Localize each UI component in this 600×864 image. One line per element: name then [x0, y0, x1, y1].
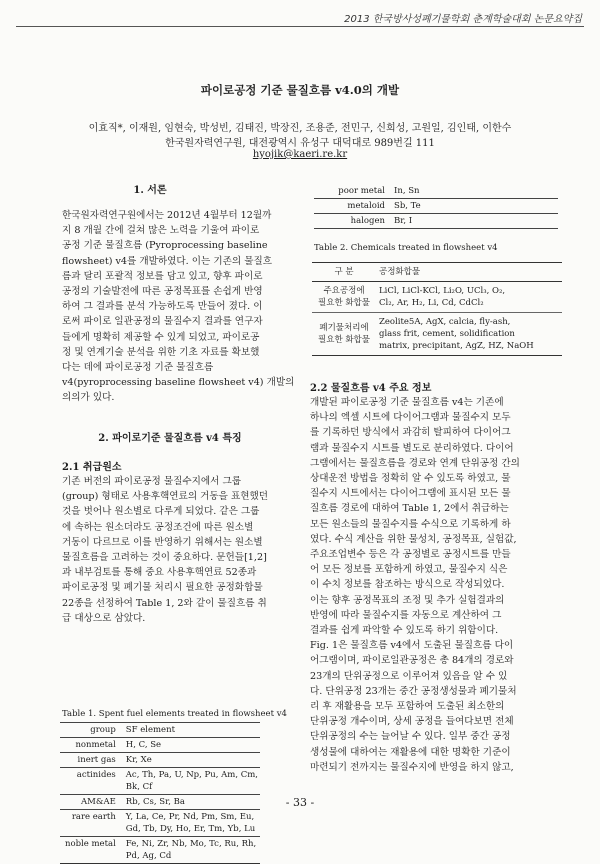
text-line: 파이로공정 및 폐기물 처리시 필요한 공정화합물	[62, 582, 263, 594]
cell-line: 폐기물처리에	[319, 323, 369, 333]
text-line: 이 수치 정보를 참조하는 방식으로 작성되었다.	[310, 579, 505, 591]
table-2	[312, 262, 562, 356]
table-cell: noble metal	[60, 837, 124, 864]
text-line: flowsheet) v4를 개발하였다. 이는 기존의 물질흐	[62, 255, 273, 267]
text-line: 주요조업변수 등은 각 공정별로 공정시트를 만들	[310, 549, 511, 561]
text-line: 물질흐름을 고려하는 것이 중요하다. 문헌들[1,2]	[62, 552, 267, 564]
table-row	[312, 282, 562, 313]
table-row	[314, 214, 558, 229]
text-line: 어그램이며, 파이로일관공정은 총 84개의 경로와	[310, 655, 514, 667]
section-2-heading: 2. 파이로기준 물질흐름 v4 특징	[98, 433, 242, 444]
table-1-continued	[314, 184, 558, 229]
table-cell: actinides	[60, 768, 124, 795]
paper-title: 파이로공정 기준 물질흐름 v4.0의 개발	[200, 83, 400, 97]
table-cell: H, C, Se	[124, 738, 260, 753]
table-cell	[124, 837, 260, 864]
table-1-header-row	[60, 723, 260, 738]
cell-line: Bk, Cf	[125, 782, 153, 792]
table-cell: inert gas	[60, 753, 124, 768]
table-cell: Kr, Xe	[124, 753, 260, 768]
table-cell	[312, 282, 376, 313]
subsection-2-1-body	[62, 474, 294, 626]
cell-line: Y, La, Ce, Pr, Nd, Pm, Sm, Eu,	[125, 812, 255, 822]
text-line: 하여 그 결과를 분석 가능하도록 만들어 졌다. 이	[62, 301, 263, 313]
affiliation: 한국원자력연구원, 대전광역시 유성구 대덕대로 989번길 111	[165, 138, 435, 149]
table-1-header-cell: SF element	[124, 723, 260, 738]
table-2-header-row	[312, 263, 562, 282]
table-cell	[124, 768, 260, 795]
text-line: 22종을 선정하여 Table 1, 2와 같이 물질흐름 취	[62, 597, 267, 609]
text-line: 어 모든 정보를 포함하게 하였고, 물질수지 식은	[310, 564, 508, 576]
text-line: 한국원자력연구원에서는 2012년 4월부터 12월까	[62, 210, 272, 221]
cell-line: matrix, precipitant, AgZ, HZ, NaOH	[379, 341, 534, 351]
section-1-body	[62, 208, 294, 406]
cell-line: Ac, Th, Pa, U, Np, Pu, Am, Cm,	[125, 770, 258, 780]
conference-header: 2013 한국방사성폐기물학회 춘계학술대회 논문요약집	[344, 14, 582, 25]
table-row	[314, 199, 558, 214]
table-cell	[376, 282, 562, 313]
text-line: 들에게 명확히 제공할 수 있게 되었고, 파이로공	[62, 331, 260, 343]
text-line: 리 후 재활용을 모두 포함하여 도출된 최소한의	[310, 701, 505, 713]
table-cell	[124, 810, 260, 837]
text-line: 상대운전 방법을 정확히 알 수 있도록 하였고, 물	[310, 473, 511, 485]
table-row	[60, 768, 260, 795]
subsection-2-1-heading: 2.1 취급원소	[62, 462, 122, 473]
table-cell: rare earth	[60, 810, 124, 837]
table-row	[314, 184, 558, 199]
subsection-2-2-heading: 2.2 물질흐름 v4 주요 정보	[310, 383, 432, 394]
text-line: 거동이 다르므로 이를 반영하기 위해서는 원소별	[62, 536, 263, 548]
text-line: 마련되기 전까지는 물질수지에 반영을 하지 않고,	[310, 761, 514, 773]
text-line: 를 기록하던 방식에서 과감히 탈피하여 다이어그	[310, 427, 511, 439]
text-line: 생성물에 대하여는 재활용에 대한 명확한 기준이	[310, 746, 511, 758]
table-cell	[376, 313, 562, 356]
table-cell: Sb, Te	[391, 199, 558, 214]
table-1	[60, 722, 260, 864]
text-line: 질흐름 경로에 대하여 Table 1, 2에서 취급하는	[310, 503, 509, 515]
text-line: 다. 단위공정 23개는 중간 공정생성물과 폐기물처	[310, 685, 517, 697]
table-2-caption: Table 2. Chemicals treated in flowsheet v4	[314, 243, 498, 253]
cell-line: Zeolite5A, AgX, calcia, fly-ash,	[379, 317, 511, 327]
cell-line: 주요공정에	[323, 286, 365, 296]
text-line: 다는 데에 파이로공정 기준 물질흐름	[62, 362, 214, 374]
cell-line: Fe, Ni, Zr, Nb, Mo, Tc, Ru, Rh,	[125, 839, 257, 849]
text-line: 모든 원소들의 물질수지를 수식으로 기록하게 하	[310, 518, 511, 530]
subsection-2-2-body	[310, 395, 542, 775]
page-number: - 33 -	[285, 796, 315, 809]
table-cell: In, Sn	[391, 184, 558, 199]
header-rule	[16, 26, 584, 27]
table-cell: Br, I	[391, 214, 558, 229]
text-line: 23개의 단위공정으로 이루어져 있음을 알 수 있	[310, 670, 508, 682]
text-line: Fig. 1은 물질흐름 v4에서 도출된 물질흐름 다이	[310, 640, 514, 652]
cell-line: LiCl, LiCl-KCl, Li₂O, UCl₃, O₂,	[379, 286, 506, 296]
text-line: 질수지 시트에서는 다이어그램에 표시된 모든 물	[310, 488, 511, 500]
cell-line: glass frit, cement, solidification	[379, 329, 515, 339]
cell-line: 필요한 화합물	[318, 335, 370, 345]
text-line: 그램에서는 물질흐름을 경로와 연계 단위공정 간의	[310, 457, 520, 469]
table-row	[60, 738, 260, 753]
table-1-caption: Table 1. Spent fuel elements treated in flowsheet v4	[62, 709, 287, 719]
cell-line: Cl₂, Ar, H₂, Li, Cd, CdCl₂	[379, 298, 484, 308]
cell-line: 필요한 화합물	[318, 298, 370, 308]
table-cell: Rb, Cs, Sr, Ba	[124, 795, 260, 810]
text-line: 지 8 개월 간에 걸쳐 많은 노력을 기울여 파이로	[62, 225, 260, 237]
text-line: 결과를 쉽게 파악할 수 있도록 하기 위함이다.	[310, 625, 499, 637]
text-line: 반영에 따라 물질수지를 자동으로 계산하여 그	[310, 609, 502, 621]
table-2-header-cell: 공정화합물	[376, 263, 562, 282]
text-line: 램과 물질수지 시트를 별도로 분리하였다. 다이어	[310, 442, 514, 454]
table-2-header-cell: 구 분	[312, 263, 376, 282]
text-line: 에 속하는 원소더라도 공정조건에 따른 원소별	[62, 521, 254, 533]
table-row	[60, 753, 260, 768]
table-row	[312, 313, 562, 356]
table-cell: poor metal	[314, 184, 391, 199]
section-1-heading: 1. 서론	[133, 185, 167, 196]
text-line: 공정 기준 물질흐름 (Pyroprocessing baseline	[62, 240, 268, 252]
text-line: 하나의 엑셀 시트에 다이어그램과 물질수지 모두	[310, 412, 511, 424]
author-email[interactable]: hyojik@kaeri.re.kr	[252, 149, 348, 160]
text-line: 이는 향후 공정목표의 조정 및 추가 실험결과의	[310, 594, 505, 606]
text-line: (group) 형태로 사용후핵연료의 거동을 표현했던	[62, 491, 269, 503]
text-line: 기존 버전의 파이로공정 물질수지에서 그룹	[62, 476, 242, 487]
table-cell: halogen	[314, 214, 391, 229]
text-line: 과 내부검토를 통해 중요 사용후핵연료 52종과	[62, 567, 257, 579]
cell-line: Pd, Ag, Cd	[125, 851, 172, 861]
table-cell: metaloid	[314, 199, 391, 214]
cell-line: Gd, Tb, Dy, Ho, Er, Tm, Yb, Lu	[125, 824, 256, 834]
text-line: 것을 벗어나 원소별로 다루게 되었다. 같은 그룹	[62, 506, 260, 518]
text-line: 정 및 연계기술 분석을 위한 기초 자료를 확보했	[62, 346, 260, 358]
text-line: 개발된 파이로공정 기준 물질흐름 v4는 기존에	[310, 397, 504, 408]
table-row	[60, 810, 260, 837]
table-cell: nonmetal	[60, 738, 124, 753]
text-line: 였다. 수식 계산을 위한 물성치, 공정목표, 실험값,	[310, 533, 517, 545]
text-line: 단위공정 개수이며, 상세 공정을 들여다보면 전체	[310, 716, 514, 728]
text-line: 의의가 있다.	[62, 392, 115, 404]
text-line: 단위공정의 수는 늘어날 수 있다. 일부 중간 공정	[310, 731, 511, 743]
text-line: v4(pyroprocessing baseline flowsheet v4) 개발의	[62, 377, 294, 389]
text-line: 급 대상으로 삼았다.	[62, 612, 146, 624]
author-list: 이효직*, 이재원, 임현숙, 박성빈, 김태진, 박장진, 조용준, 전민구, 신희성, 고원일, 김인태, 이한수	[88, 123, 512, 134]
table-1-header-cell: group	[60, 723, 124, 738]
table-cell	[312, 313, 376, 356]
text-line: 로써 파이로 일관공정의 물질수지 결과를 연구자	[62, 316, 263, 328]
table-cell: AM&AE	[60, 795, 124, 810]
table-row	[60, 837, 260, 864]
text-line: 공정의 기술발전에 따른 공정목표를 손쉽게 반영	[62, 286, 263, 298]
text-line: 름과 달리 포괄적 정보를 담고 있고, 향후 파이로	[62, 270, 263, 282]
